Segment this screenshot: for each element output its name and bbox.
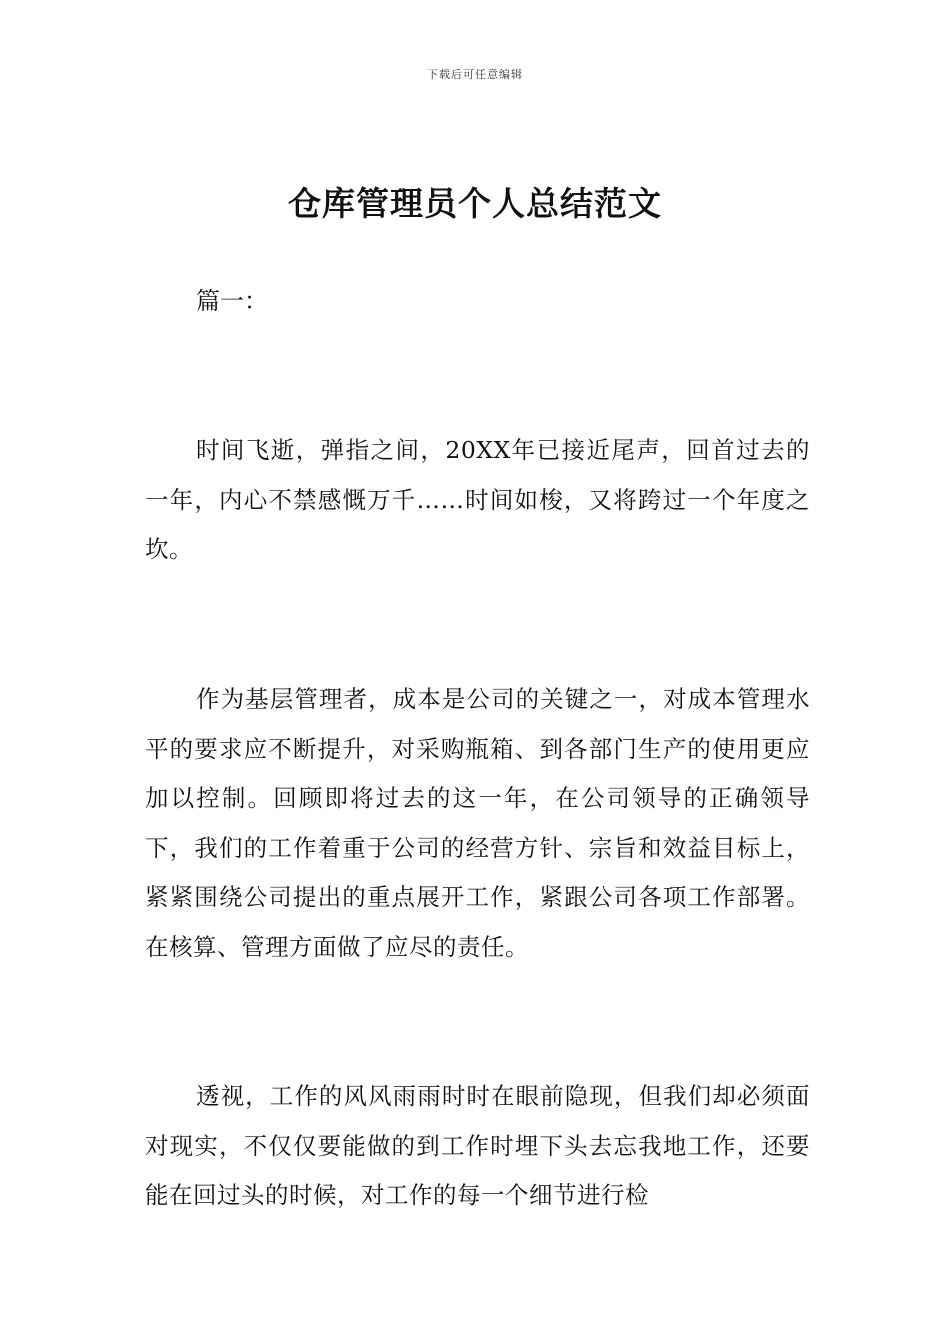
document-title: 仓库管理员个人总结范文 bbox=[288, 184, 662, 223]
section-label: 篇一： bbox=[196, 287, 268, 315]
page-header-note: 下载后可任意编辑 bbox=[427, 68, 523, 81]
paragraph-3: 透视，工作的风风雨雨时时在眼前隐现，但我们却必须面对现实，不仅仅要能做的到工作时埋下头去忘我地工作，还要能在回过头的时候，对工作的每一个细节进行检 bbox=[145, 1082, 810, 1209]
paragraph-1: 时间飞逝，弹指之间，20XX年已接近尾声，回首过去的一年，内心不禁感慨万千……时间如梭，又将跨过一个年度之坎。 bbox=[145, 436, 810, 563]
paragraph-2: 作为基层管理者，成本是公司的关键之一，对成本管理水平的要求应不断提升，对采购瓶箱、到各部门生产的使用更应加以控制。回顾即将过去的这一年，在公司领导的正确领导下，我们的工作着重于公司的经营方针、宗旨和效益目标上，紧紧围绕公司提出的重点展开工作，紧跟公司各项工作部署。在核算、管理方面做了应尽的责任。 bbox=[145, 685, 810, 961]
